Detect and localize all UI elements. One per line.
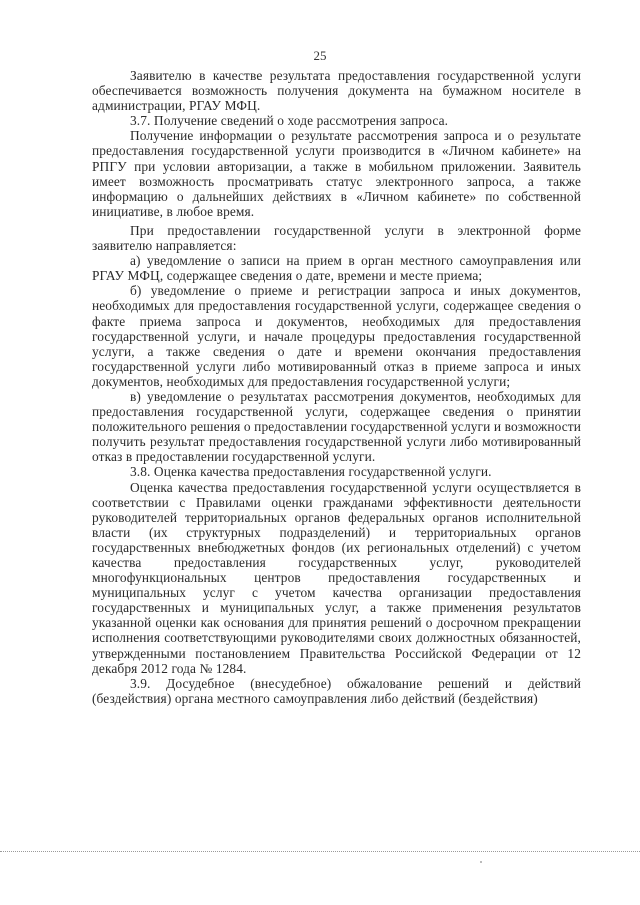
paragraph-electronic-notifications: При предоставлении государственной услуги в электронной форме заявителю направляется: <box>92 222 581 254</box>
paragraph-request-status: Получение информации о результате рассмотрения запроса и о результате предоставления государственной услуги производится в «Личном кабинете» на РПГУ при условии авторизации, а также в мобильном приложении. Заявитель имеет возможность просматривать статус электронного запроса, а также информацию о дальнейших действиях в «Личном кабинете» по собственной инициативе, в любое время. <box>92 128 581 219</box>
section-heading-3-7: 3.7. Получение сведений о ходе рассмотрения запроса. <box>130 113 449 129</box>
section-heading-3-8: 3.8. Оценка качества предоставления государственной услуги. <box>130 464 492 480</box>
section-heading-3-9: 3.9. Досудебное (внесудебное) обжалование решений и действий (бездействия) органа местного самоуправления либо действий (бездействия) <box>92 675 581 706</box>
page-bottom-rule <box>0 851 640 852</box>
scan-artifact <box>480 861 482 863</box>
page-number: 25 <box>313 48 327 63</box>
list-item-b: б) уведомление о приеме и регистрации запроса и иных документов, необходимых для предоставления государственной услуги, содержащее сведения о факте приема запроса и документов, необходимых для предоставления государственной услуги, и начале процедуры предоставления государственной услуги, а также сведения о дате и времени окончания предоставления государственной услуги либо мотивированный отказ в приеме запроса и иных документов, необходимых для предоставления государственной услуги; <box>92 283 581 389</box>
list-item-a: а) уведомление о записи на прием в орган местного самоуправления или РГАУ МФЦ, содержащее сведения о дате, времени и месте приема; <box>92 253 581 284</box>
paragraph-quality-assessment: Оценка качества предоставления государственной услуги осуществляется в соответствии с Правилами оценки гражданами эффективности деятельности руководителей территориальных органов федеральных органов исполнительной власти (их структурных подразделений) и территориальных органов государственных внебюджетных фондов (их региональных отделений) с учетом качества предоставления государственных услуг, руководителей многофункциональных центров предоставления государственных и муниципальных услуг с учетом качества организации предоставления государственных и муниципальных услуг, а также применения результатов указанной оценки как основания для принятия решений о досрочном прекращении исполнения соответствующими руководителями своих должностных обязанностей, утвержденными постановлением Правительства Российской Федерации от 12 декабря 2012 года № 1284. <box>92 479 581 676</box>
list-item-c: в) уведомление о результатах рассмотрения документов, необходимых для предоставления государственной услуги, содержащее сведения о принятии положительного решения о предоставлении государственной услуги и возможности получить результат предоставления государственной услуги либо мотивированный отказ в предоставлении государственной услуги. <box>92 388 581 465</box>
paragraph-result-paper: Заявителю в качестве результата предоставления государственной услуги обеспечивается возможность получения документа на бумажном носителе в администрации, РГАУ МФЦ. <box>92 68 581 114</box>
document-body <box>92 68 581 706</box>
